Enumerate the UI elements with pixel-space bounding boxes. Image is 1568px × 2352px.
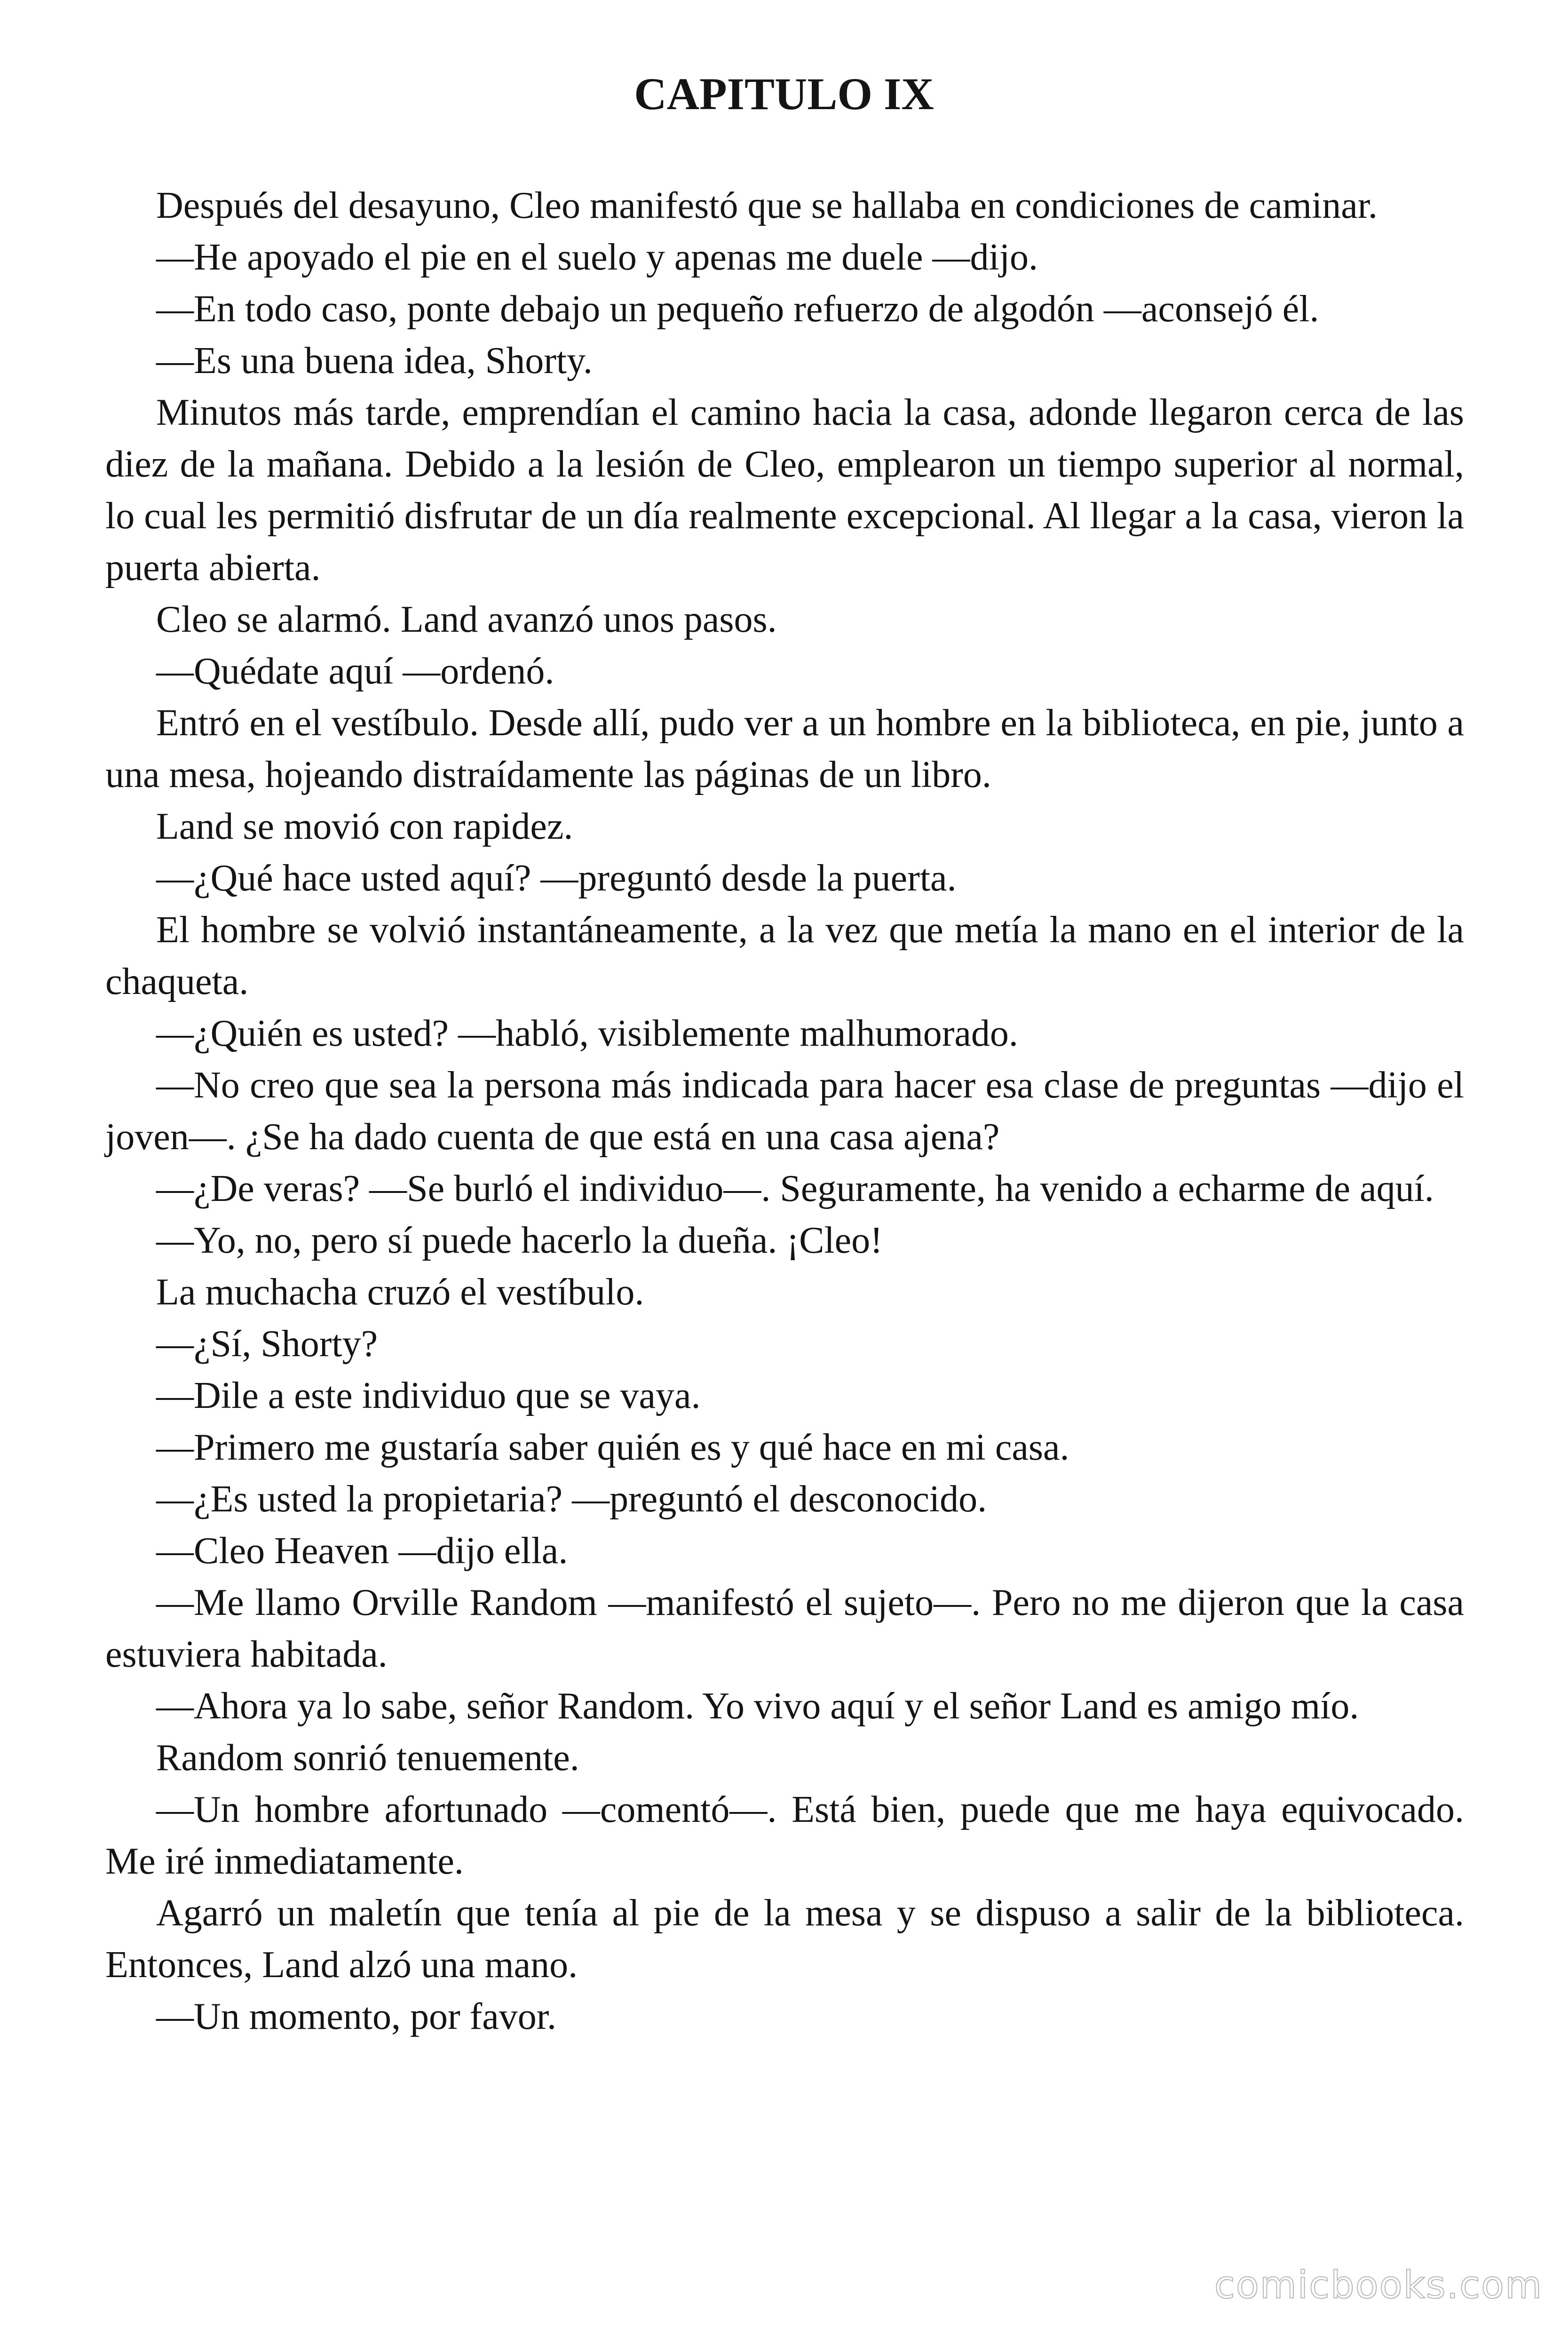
paragraph: —¿Qué hace usted aquí? —preguntó desde la puerta.: [156, 858, 957, 899]
paragraph: Agarró un maletín que tenía al pie de la mesa y se dispuso a salir de la biblioteca. Entonces, Land alzó una mano.: [105, 1892, 1464, 1986]
paragraph: —No creo que sea la persona más indicada para hacer esa clase de preguntas —dijo el joven—. ¿Se ha dado cuenta de que está en una casa ajena?: [105, 1065, 1464, 1158]
paragraph: Después del desayuno, Cleo manifestó que se hallaba en condiciones de caminar.: [156, 185, 1378, 226]
paragraph: Cleo se alarmó. Land avanzó unos pasos.: [156, 599, 777, 640]
chapter-body: [105, 180, 1464, 2042]
paragraph: —Quédate aquí —ordenó.: [156, 651, 554, 692]
paragraph: —Ahora ya lo sabe, señor Random. Yo vivo aquí y el señor Land es amigo mío.: [156, 1685, 1359, 1727]
paragraph: —¿Es usted la propietaria? —preguntó el desconocido.: [156, 1478, 987, 1520]
paragraph: Land se movió con rapidez.: [156, 806, 573, 847]
paragraph: —¿Quién es usted? —habló, visiblemente malhumorado.: [156, 1013, 1018, 1054]
paragraph: —¿Sí, Shorty?: [156, 1323, 378, 1365]
paragraph: —En todo caso, ponte debajo un pequeño refuerzo de algodón —aconsejó él.: [156, 288, 1319, 330]
paragraph: Random sonrió tenuemente.: [156, 1737, 579, 1779]
paragraph: —Un momento, por favor.: [156, 1996, 556, 2037]
paragraph: Entró en el vestíbulo. Desde allí, pudo ver a un hombre en la biblioteca, en pie, junto a una mesa, hojeando distraídamente las páginas de un libro.: [105, 702, 1464, 795]
paragraph: Minutos más tarde, emprendían el camino hacia la casa, adonde llegaron cerca de las diez de la mañana. Debido a la lesión de Cleo, emplearon un tiempo superior al normal, lo cual les permitió disfrutar de un día realmente excepcional. Al llegar a la casa, vieron la puerta abierta.: [105, 392, 1464, 588]
paragraph: La muchacha cruzó el vestíbulo.: [156, 1271, 644, 1313]
paragraph: —Un hombre afortunado —comentó—. Está bien, puede que me haya equivocado. Me iré inmediatamente.: [105, 1789, 1464, 1882]
paragraph: —Cleo Heaven —dijo ella.: [156, 1530, 568, 1572]
paragraph: —¿De veras? —Se burló el individuo—. Seguramente, ha venido a echarme de aquí.: [156, 1168, 1434, 1209]
paragraph: —Yo, no, pero sí puede hacerlo la dueña. ¡Cleo!: [156, 1220, 883, 1261]
paragraph: —Es una buena idea, Shorty.: [156, 340, 593, 381]
watermark: comicbooks.com: [1214, 2263, 1543, 2307]
chapter-title: CAPITULO IX: [634, 69, 934, 119]
paragraph: —Dile a este individuo que se vaya.: [156, 1375, 701, 1416]
paragraph: El hombre se volvió instantáneamente, a la vez que metía la mano en el interior de la chaqueta.: [105, 909, 1464, 1002]
paragraph: —Me llamo Orville Random —manifestó el sujeto—. Pero no me dijeron que la casa estuviera habitada.: [105, 1582, 1464, 1675]
paragraph: —He apoyado el pie en el suelo y apenas me duele —dijo.: [156, 237, 1038, 278]
paragraph: —Primero me gustaría saber quién es y qué hace en mi casa.: [156, 1427, 1069, 1468]
